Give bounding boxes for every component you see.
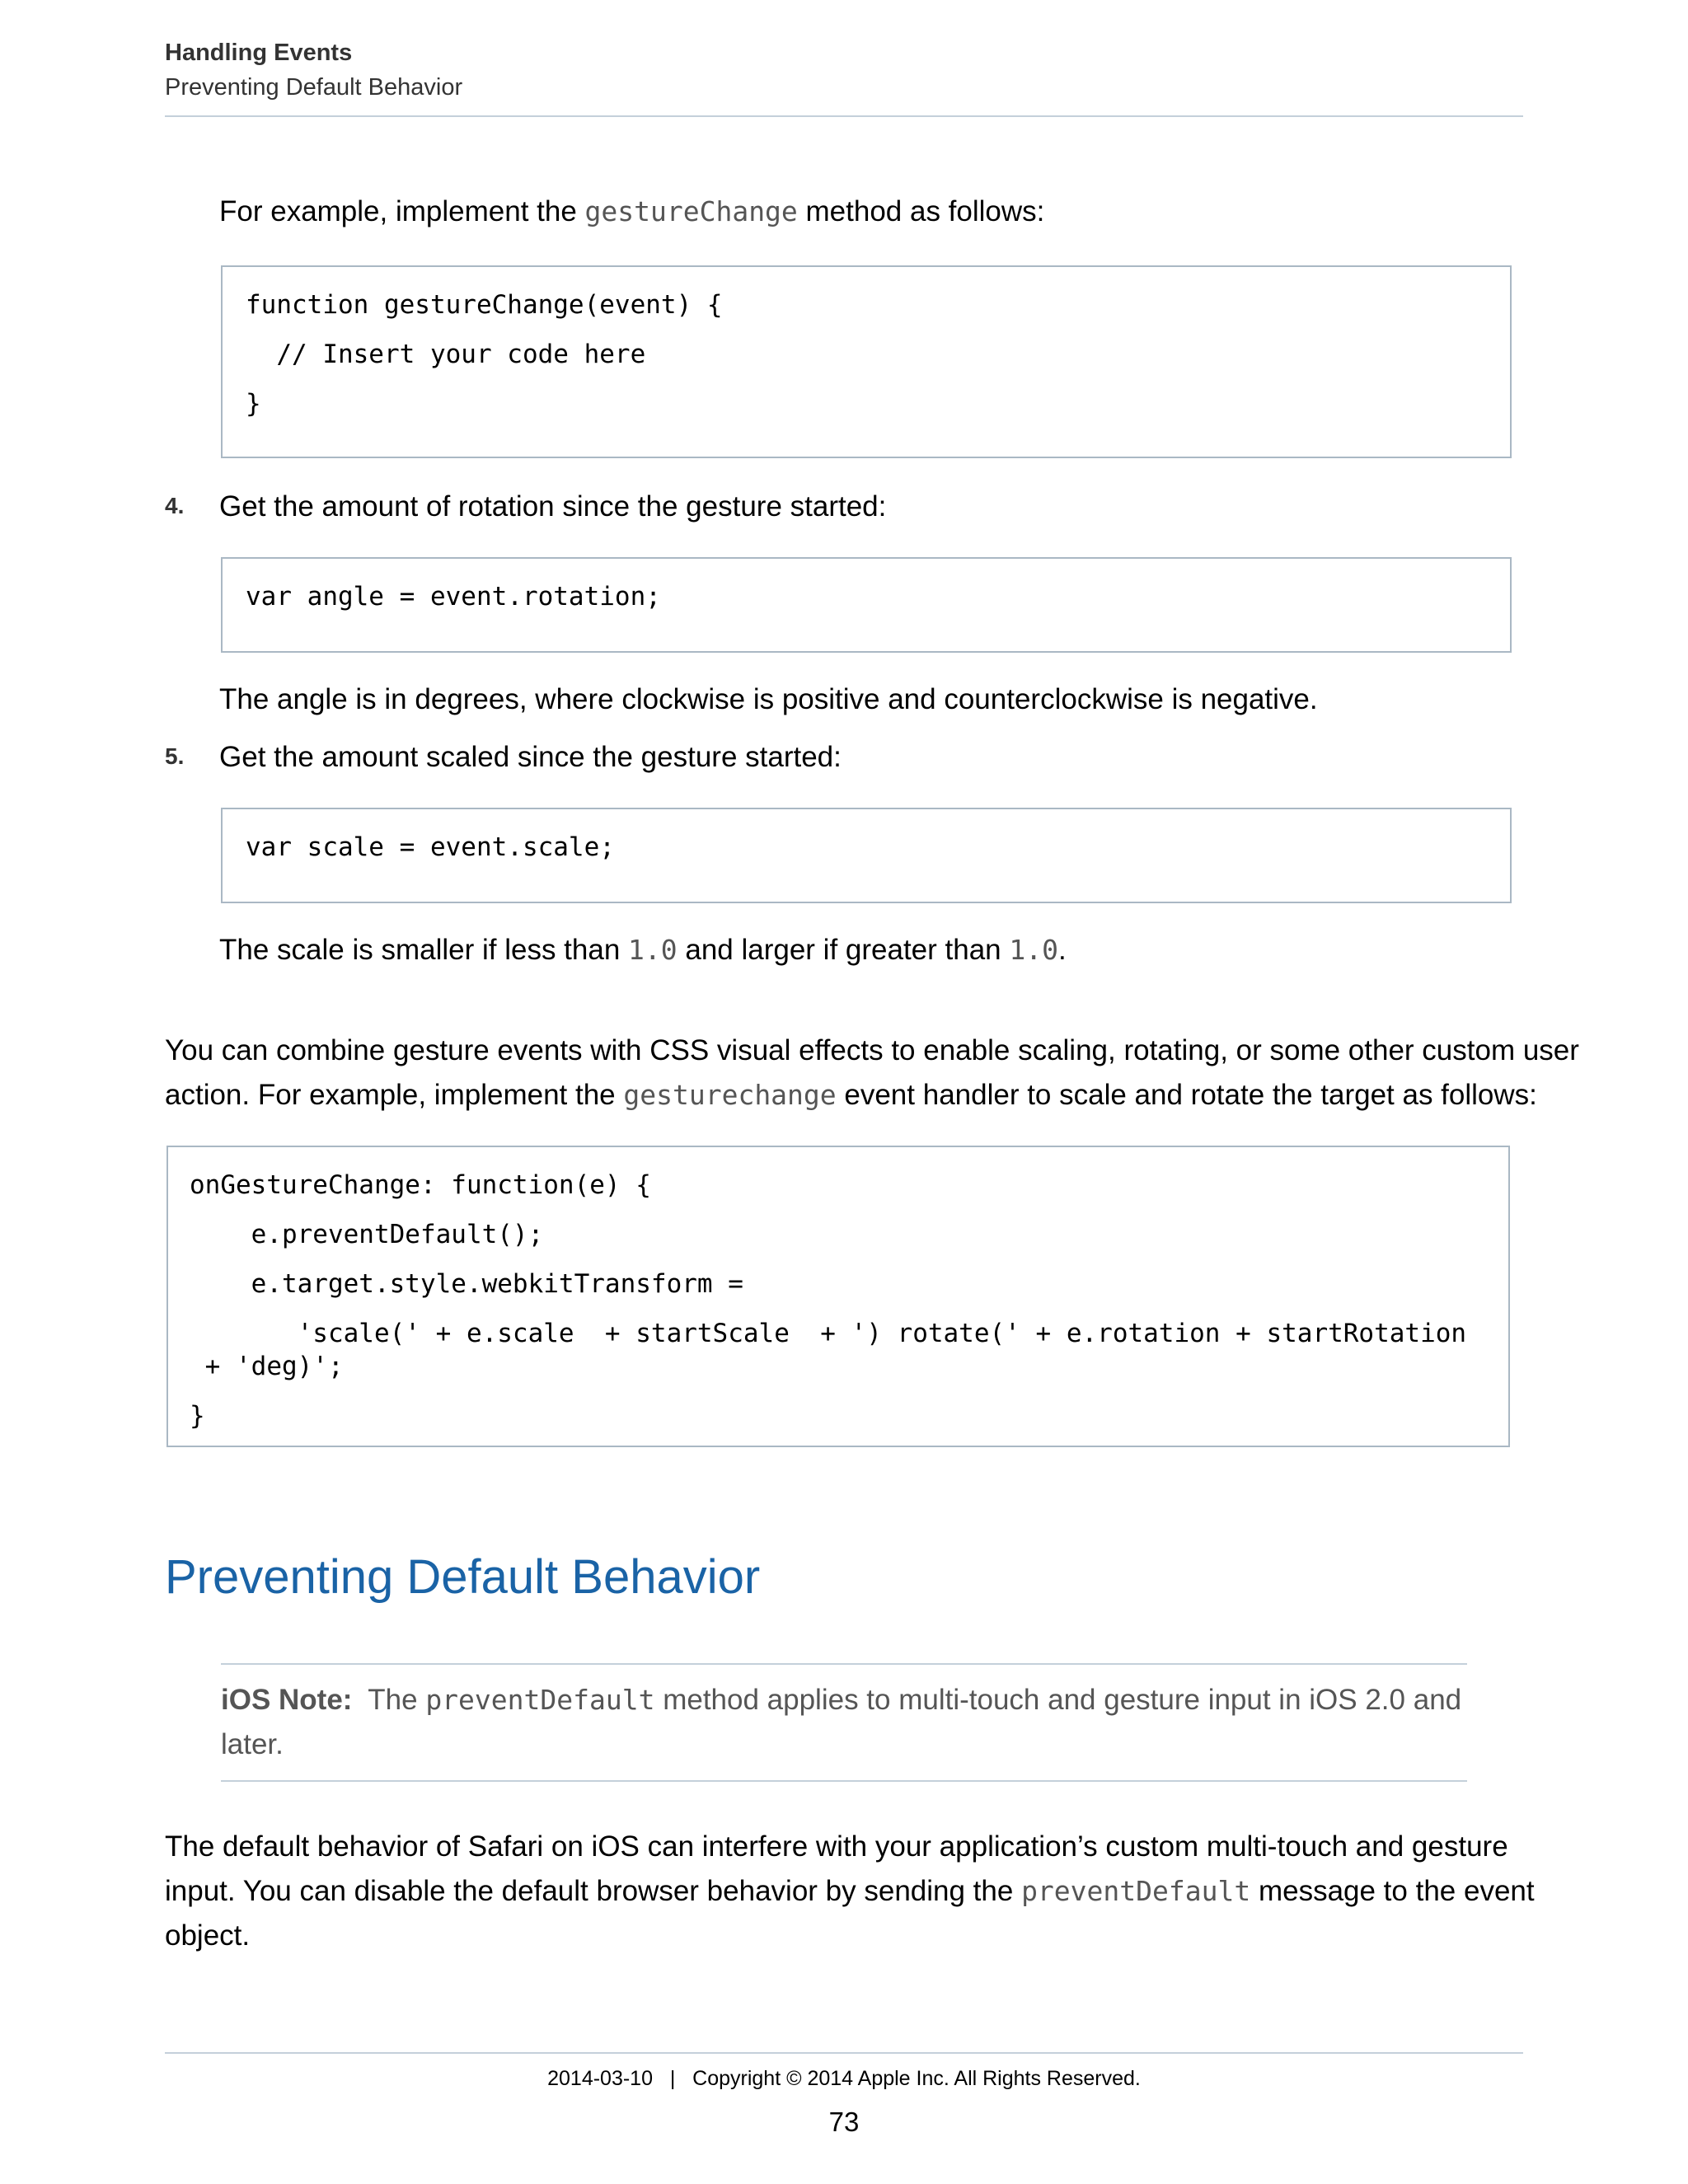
inline-code-preventdefault: preventDefault (425, 1684, 655, 1716)
step-5-note-after: . (1057, 934, 1067, 966)
section-heading: Preventing Default Behavior (165, 1550, 761, 1604)
step-4-note: The angle is in degrees, where clockwise is positive and counterclockwise is negative. (219, 683, 1318, 715)
default-behavior-text-before: input. You can disable the default browser behavior by sending the (165, 1875, 1022, 1907)
ios-note-text (221, 1678, 1467, 1767)
page-number: 73 (828, 2107, 860, 2137)
ios-note-before: The (352, 1684, 426, 1716)
step-5-note (219, 928, 1067, 972)
code-line: e.preventDefault(); (190, 1220, 544, 1249)
inline-code-preventdefault-message: preventDefault (1021, 1875, 1251, 1907)
footer-copyright: 2014-03-10 | Copyright © 2014 Apple Inc. All Rights Reserved. (547, 2067, 1141, 2090)
code-block-gesturechange (221, 265, 1512, 458)
default-behavior-line-2 (165, 1869, 1535, 1914)
code-line: // Insert your code here (246, 340, 646, 369)
intro-text-after: method as follows: (797, 195, 1045, 227)
code-line: var angle = event.rotation; (246, 582, 661, 612)
ios-note-label: iOS Note: (221, 1684, 353, 1716)
code-line: onGestureChange: function(e) { (190, 1170, 651, 1200)
step-5-text: Get the amount scaled since the gesture started: (219, 741, 842, 773)
step-4-text: Get the amount of rotation since the gesture started: (219, 490, 887, 523)
header-section-title: Preventing Default Behavior (165, 74, 463, 101)
ios-note-box (221, 1663, 1467, 1782)
code-block-scale (221, 808, 1512, 903)
step-number-4: 4. (165, 493, 185, 518)
intro-paragraph (219, 190, 1044, 234)
default-behavior-line-3: object. (165, 1919, 251, 1952)
step-number-5: 5. (165, 743, 185, 769)
combine-paragraph-line-1: You can combine gesture events with CSS visual effects to enable scaling, rotating, or some other custom user (165, 1034, 1579, 1066)
step-5-note-before: The scale is smaller if less than (219, 934, 629, 966)
step-5-note-mid: and larger if greater than (677, 934, 1010, 966)
default-behavior-line-1: The default behavior of Safari on iOS can interfere with your application’s custom multi-touch and gesture (165, 1830, 1508, 1863)
code-line: var scale = event.scale; (246, 832, 615, 862)
code-line: + 'deg)'; (190, 1352, 344, 1381)
inline-code-1-0: 1.0 (628, 934, 678, 966)
inline-code-gesturechange: gestureChange (584, 195, 798, 227)
code-line: } (190, 1401, 205, 1431)
code-block-ongesturechange (166, 1146, 1510, 1447)
code-block-angle (221, 557, 1512, 653)
page-footer (165, 2052, 1523, 2090)
combine-text-after: event handler to scale and rotate the target as follows: (836, 1079, 1537, 1111)
code-line: function gestureChange(event) { (246, 290, 723, 320)
running-header (165, 36, 1523, 117)
combine-text-before: action. For example, implement the (165, 1079, 624, 1111)
inline-code-1-0: 1.0 (1009, 934, 1058, 966)
combine-paragraph-line-2 (165, 1073, 1537, 1118)
ios-note-after: method applies to multi-touch and gesture input in iOS 2.0 and later. (221, 1684, 1462, 1760)
code-line: 'scale(' + e.scale + startScale + ') rotate(' + e.rotation + startRotation (190, 1319, 1467, 1348)
header-chapter-title: Handling Events (165, 40, 353, 66)
default-behavior-text-after: message to the event (1250, 1875, 1535, 1907)
intro-text-before: For example, implement the (219, 195, 585, 227)
code-line: } (246, 389, 261, 419)
inline-code-gesturechange-event: gesturechange (623, 1079, 837, 1111)
code-line: e.target.style.webkitTransform = (190, 1269, 743, 1299)
